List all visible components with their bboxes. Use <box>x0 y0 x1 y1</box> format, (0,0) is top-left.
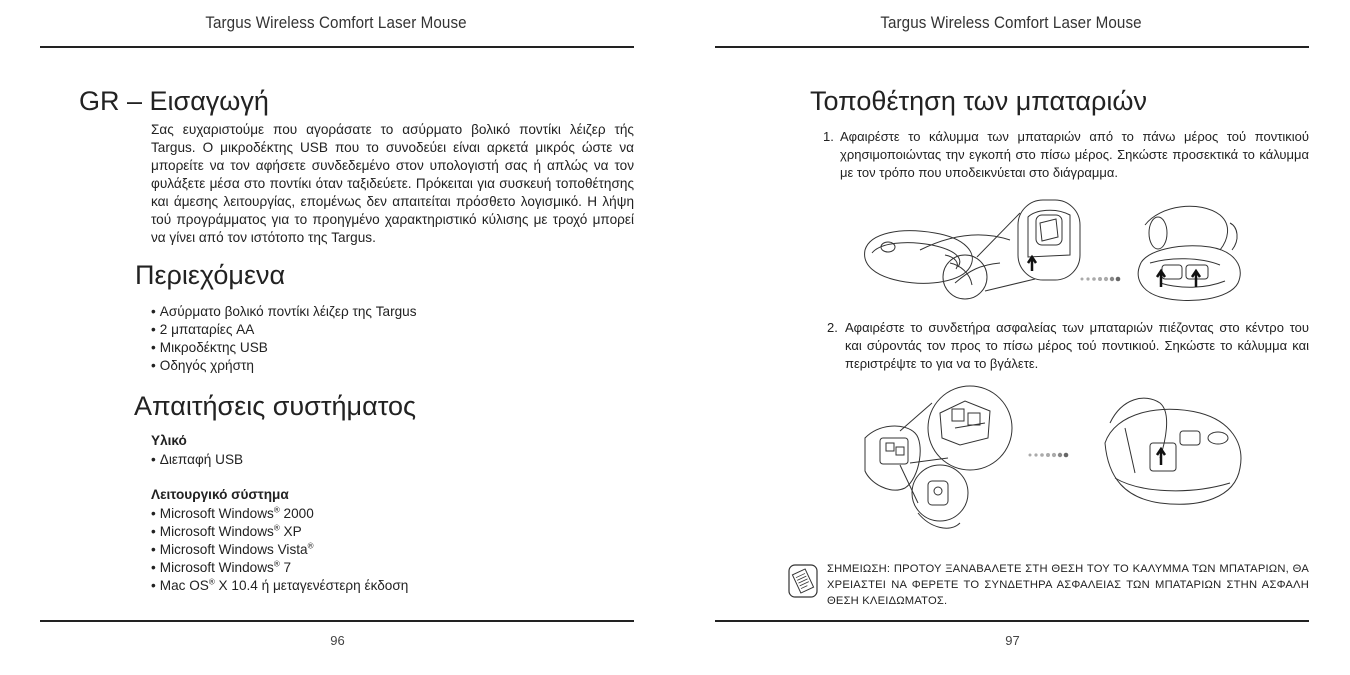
footer-rule <box>715 620 1309 622</box>
figure-remove-clip <box>860 383 1255 555</box>
hardware-heading: Υλικό <box>151 433 187 448</box>
os-heading: Λειτουργικό σύστημα <box>151 487 289 502</box>
page-header: Targus Wireless Comfort Laser Mouse <box>880 14 1142 32</box>
page-number: 96 <box>330 633 345 648</box>
contents-list <box>151 303 417 375</box>
step-1 <box>823 128 1309 182</box>
footer-rule <box>40 620 634 622</box>
list-item: • Microsoft Windows® 2000 <box>151 505 408 523</box>
step-2 <box>827 319 1309 373</box>
page-header: Targus Wireless Comfort Laser Mouse <box>205 14 467 32</box>
list-item: • Μικροδέκτης USB <box>151 339 417 357</box>
list-item: • Διεπαφή USB <box>151 451 243 469</box>
step-number: 2. <box>827 320 838 335</box>
list-item: • 2 μπαταρίες AA <box>151 321 417 339</box>
step-text: Αφαιρέστε το συνδετήρα ασφαλείας των μπαταριών πιέζοντας στο κέντρο του και σύροντάς τον προς το πίσω μέρος τού ποντικιού. Σηκώστε το κάλυμμα και περιστρέψτε το για να το βγάλετε. <box>845 320 1309 371</box>
list-item: • Microsoft Windows® XP <box>151 523 408 541</box>
os-list <box>151 505 408 595</box>
header-rule <box>40 46 634 48</box>
requirements-heading: Απαιτήσεις συστήματος <box>134 391 417 421</box>
page-title: Τοποθέτηση των μπαταριών <box>810 86 1147 116</box>
page-title: GR – Εισαγωγή <box>79 86 269 116</box>
hardware-list <box>151 451 243 469</box>
list-item: • Οδηγός χρήστη <box>151 357 417 375</box>
right-page <box>675 0 1350 675</box>
list-item: • Microsoft Windows® 7 <box>151 559 408 577</box>
page-number: 97 <box>1005 633 1020 648</box>
figure-remove-cover <box>860 195 1255 310</box>
contents-heading: Περιεχόμενα <box>135 260 286 290</box>
list-item: • Microsoft Windows Vista® <box>151 541 408 559</box>
list-item: • Mac OS® X 10.4 ή μεταγενέστερη έκδοση <box>151 577 408 595</box>
step-number: 1. <box>823 129 834 144</box>
note-text: ΣΗΜΕΙΩΣΗ: ΠΡΟΤΟΥ ΞΑΝΑΒΑΛΕΤΕ ΣΤΗ ΘΕΣΗ ΤΟΥ ΤΟ ΚΑΛΥΜΜΑ ΤΩΝ ΜΠΑΤΑΡΙΩΝ, ΘΑ ΧΡΕΙΑΣΤΕΙ ΝΑ ΦΕΡΕΤΕ ΤΟ ΣΥΝΔΕΤΗΡΑ ΑΣΦΑΛΕΙΑΣ ΤΩΝ ΜΠΑΤΑΡΙΩΝ ΣΤΗΝ ΑΣΦΑΛΗ ΘΕΣΗ ΚΛΕΙΔΩΜΑΤΟΣ. <box>827 563 1309 607</box>
intro-paragraph: Σας ευχαριστούμε που αγοράσατε το ασύρματο βολικό ποντίκι λέιζερ τής Targus. Ο μικροδέκτης USB που το συνοδεύει είναι αρκετά μικρός ώστε να μπορείτε να τον αφήσετε συνδεδεμένο στον υπολογιστή σας ή απλώς να τον φυλάξετε μέσα στο ποντίκι όταν ταξιδεύετε. Πρόκειται για συσκευή τοποθέτησης και άμεσης λειτουργίας, επομένως δεν απαιτείται πρόσθετο λογισμικό. Η λήψη τού προγράμματος για το προηγμένο χαρακτηριστικό κύλισης με τροχό μπορεί να γίνει από τον ιστότοπο της Targus. <box>151 122 634 245</box>
note-icon <box>788 564 818 598</box>
list-item: • Ασύρματο βολικό ποντίκι λέιζερ της Targus <box>151 303 417 321</box>
step-text: Αφαιρέστε το κάλυμμα των μπαταριών από το πάνω μέρος τού ποντικιού χρησιμοποιώντας την εγκοπή στο πίσω μέρος. Σηκώστε προσεκτικά το κάλυμμα με τον τρόπο που υποδεικνύεται στο διάγραμμα. <box>840 129 1309 180</box>
header-rule <box>715 46 1309 48</box>
